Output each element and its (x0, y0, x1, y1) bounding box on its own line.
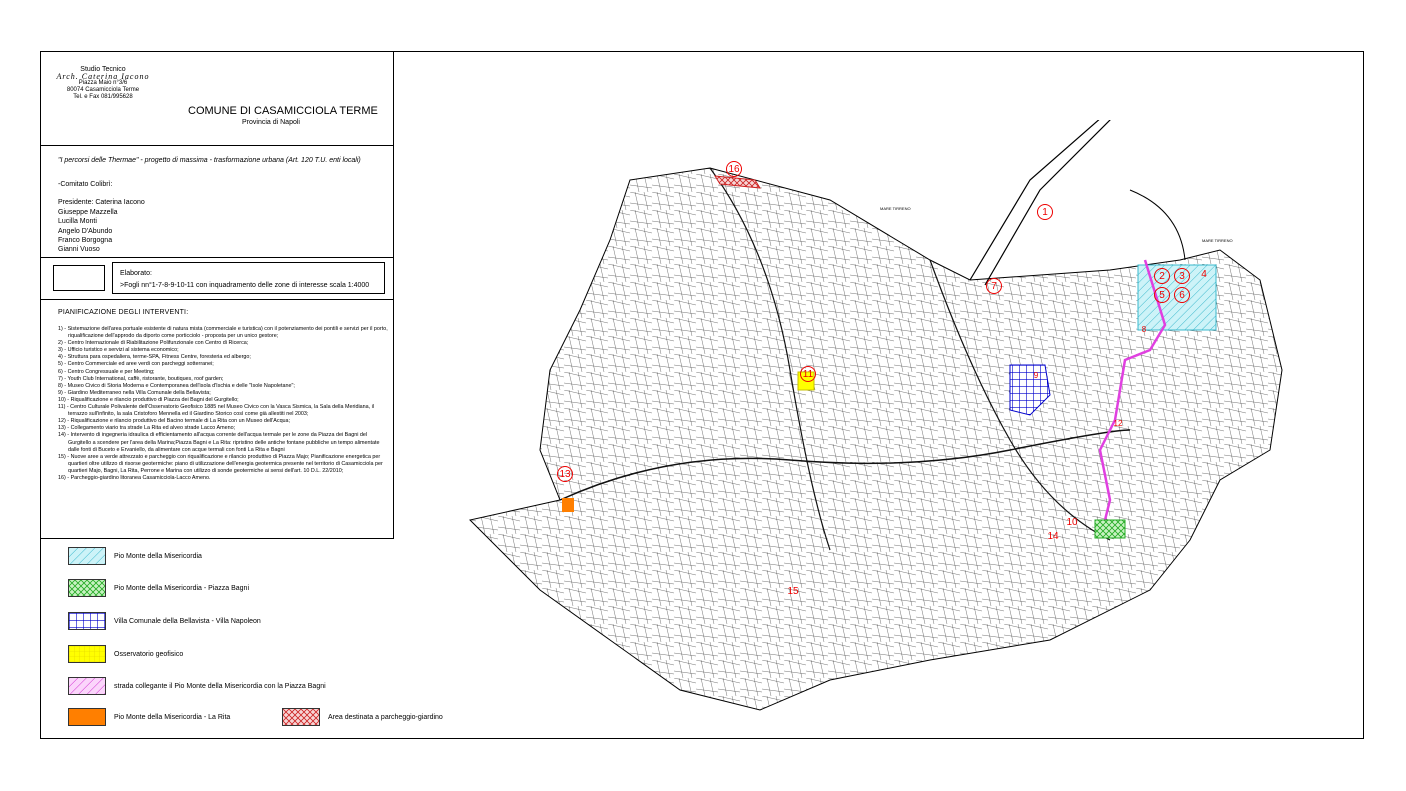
marker-10: 10 (1066, 517, 1078, 528)
sea-label: MARE TIRRENO (880, 206, 911, 211)
legend-swatch-orange (68, 708, 106, 726)
intervention-item: 14) - Intervento di ingegneria idraulica di efficientamento all'acqua corrente dell'acqua termale per le zone da Piazza dei Bagni del Gurgitello a scendere per l'area della Marina;Piazza Bagni e La Rita: ripristino delle antiche fontane pubbliche un tempo alimentate dalle fonti di Buceto e Ervaniello, da alimentare con acque termali con fonti La Rita e Bagni (58, 432, 380, 453)
divider (40, 299, 394, 300)
marker-9: 9 (1033, 371, 1039, 380)
intervention-item: 9) - Giardino Mediterraneo nella Villa Comunale della Bellavista; (58, 389, 211, 396)
sea-label: MARE TIRRENO (1202, 238, 1233, 243)
legend-label: Villa Comunale della Bellavista - Villa Napoleon (114, 617, 261, 625)
provincia-subtitle: Provincia di Napoli (242, 119, 300, 126)
legend-label: Osservatorio geofisico (114, 650, 184, 658)
intervention-item: 11) - Centro Culturale Polivalente dell'Osservatorio Geofisico 1885 nel Museo Civico con la Vasca Sismica, la Sala della Meridiana, il terrazzo sull'infinito, la sala Cristoforo Mennella ed il Giardino Storico così come già allestiti nel 2003; (58, 404, 375, 418)
elaborato-box (53, 265, 105, 291)
committee-member: Angelo D'Abundo (58, 227, 113, 235)
intervention-item: 4) - Struttura para ospedaliera, terme-SPA, Fitness Centre, foresteria ed albergo; (58, 354, 251, 361)
marker-8: 8 (1141, 325, 1147, 334)
marker-14: 14 (1047, 531, 1059, 542)
studio-address: Piazza Maio n°3/6 (78, 80, 128, 86)
intervention-item: 13) - Collegamento viario tra strade La Rita ed alveo strade Lacco Ameno; (58, 425, 236, 432)
elaborato-value: >Fogli nn°1-7-8-9-10-11 con inquadramento delle zone di interesse scala 1:4000 (120, 282, 370, 289)
committee-member: Lucilla Monti (58, 218, 97, 226)
intervention-item: 7) - Youth Club International, caffè, ristorante, boutiques, roof garden; (58, 375, 224, 382)
legend-swatch-magenta (68, 677, 106, 695)
elaborato-label: Elaborato: (120, 270, 152, 277)
marker-1: 1 (1037, 204, 1053, 220)
studio-stamp (48, 66, 158, 101)
legend-swatch-cyan (68, 547, 106, 565)
intervention-item: 10) - Riqualificazione e rilancio produttivo di Piazza dei Bagni del Gurgitello; (58, 396, 239, 403)
intervention-item: 16) - Parcheggio-giardino litoranea Casamicciola-Lacco Ameno. (58, 474, 211, 481)
legend-swatch-blue (68, 612, 106, 630)
elaborato-frame (112, 262, 385, 294)
comune-title: COMUNE DI CASAMICCIOLA TERME (188, 105, 378, 117)
intervention-item: 3) - Ufficio turistico e servizi al sistema economico; (58, 347, 179, 354)
marker-11: 11 (800, 366, 816, 382)
intervention-item: 12) - Riqualificazione e rilancio produttivo del Bacino termale di La Rita con un Museo dell'Acqua; (58, 418, 291, 425)
legend-item (68, 547, 202, 565)
interventions-list (58, 326, 388, 482)
legend-item (68, 645, 183, 663)
zone-la-rita (562, 498, 574, 512)
marker-12: 12 (1113, 419, 1123, 428)
studio-city: 80074 Casamicciola Terme (66, 87, 140, 93)
harbour-pier (1130, 190, 1185, 260)
legend-swatch-red (282, 708, 320, 726)
project-title: "I percorsi delle Thermae" - progetto di massima - trasformazione urbana (Art. 120 T.U. enti locali) (58, 157, 361, 164)
marker-3: 3 (1174, 268, 1190, 284)
zone-piazza-bagni (1095, 520, 1125, 538)
studio-phone: Tel. e Fax 081/995628 (73, 94, 133, 100)
committee-label: -Comitato Colibrì: (58, 181, 113, 188)
intervention-item: 15) - Nuove aree a verde attrezzato e parcheggio con riqualificazione e rilancio produttivo di Piazza Majo; Pianificazione energetica per quartieri oltre utilizzo di risorse geotermiche: piano di utilizzazione dell'energia geotermica presente nel territorio di Casamicciola per quartieri Majo, Bagni, La Rita, Perrone e Marina con utilizzo di sonde geotermiche ai sensi dell'art. 10 D.L. 22/2010; (58, 453, 383, 474)
legend-item (68, 579, 249, 597)
legend-label: strada collegante il Pio Monte della Misericordia con la Piazza Bagni (114, 682, 326, 690)
marker-2: 2 (1154, 268, 1170, 284)
committee-member: Giuseppe Mazzella (58, 208, 118, 216)
cadastral-map (410, 120, 1290, 730)
intervention-item: 8) - Museo Civico di Storia Moderna e Contemporanea dell'isola d'Ischia e delle "Isole Napoletane"; (58, 382, 295, 389)
committee-member: Franco Borgogna (58, 237, 113, 245)
marker-13: 13 (557, 466, 573, 482)
divider (40, 257, 394, 258)
committee-member: Gianni Vuoso (58, 246, 100, 254)
legend-label: Area destinata a parcheggio-giardino (328, 713, 443, 721)
legend-label: Pio Monte della Misericordia - La Rita (114, 713, 231, 721)
pianificazione-title: PIANIFICAZIONE DEGLI INTERVENTI: (58, 309, 189, 316)
marker-16: 16 (726, 161, 742, 177)
legend-item (68, 677, 326, 695)
marker-4: 4 (1201, 269, 1207, 280)
legend-swatch-green (68, 579, 106, 597)
marker-7: 7 (986, 278, 1002, 294)
marker-5: 5 (1154, 287, 1170, 303)
intervention-item: 6) - Centro Congressuale e per Meeting; (58, 368, 155, 375)
legend-item (68, 708, 230, 726)
legend-label: Pio Monte della Misericordia - Piazza Bagni (114, 584, 250, 592)
harbour-pier (970, 120, 1115, 285)
committee-member: Presidente: Caterina Iacono (58, 199, 145, 207)
architect-name: Arch. Caterina Iacono (56, 72, 150, 81)
committee (58, 180, 145, 255)
studio-heading: Studio Tecnico (80, 66, 126, 73)
land-area (470, 168, 1282, 710)
marker-15: 15 (787, 586, 799, 597)
intervention-item: 1) - Sistemazione dell'area portuale esistente di natura mista (commerciale e turistica) con il potenziamento dei pontili e servizi per il porto, riqualificazione dell'approdo da diporto come porticciolo - proposta per un unico gestore; (58, 326, 388, 340)
intervention-item: 5) - Centro Commerciale ed aree verdi con parcheggi sotterranei; (58, 361, 214, 368)
marker-6: 6 (1174, 287, 1190, 303)
legend-item (68, 612, 261, 630)
legend-label: Pio Monte della Misericordia (114, 552, 202, 560)
intervention-item: 2) - Centro Internazionale di Riabilitazione Polifunzionale con Centro di Ricerca; (58, 340, 249, 347)
legend-swatch-yellow (68, 645, 106, 663)
divider (40, 145, 394, 146)
